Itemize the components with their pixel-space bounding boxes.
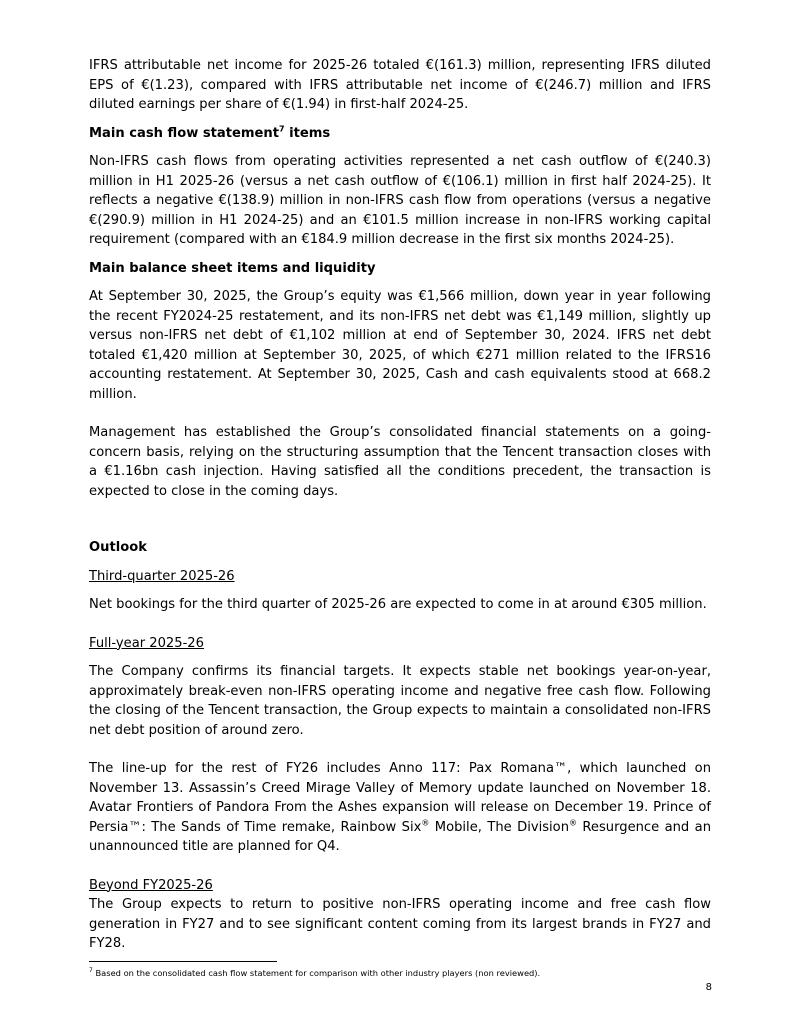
footnote-ref-7: 7 [279,124,285,134]
document-body [89,56,711,954]
full-year-subheading: Full-year 2025-26 [89,635,204,651]
cash-flow-paragraph: Non-IFRS cash flows from operating activities represented a net cash outflow of €(240.3) million in H1 2025-26 (versus a net cash outflow of €(106.1) million in first half 2024-25). It reflects a negative €(138.9) million in non-IFRS cash flow from operations (versus a negative €(290.9) million in H1 2024-25) and an €101.5 million increase in non-IFRS working capital requirement (compared with an €184.9 million decrease in the first six months 2024-25). [89,154,711,247]
third-quarter-subheading: Third-quarter 2025-26 [89,568,235,584]
ifrs-income-paragraph: IFRS attributable net income for 2025-26 totaled €(161.3) million, representing IFRS diluted EPS of €(1.23), compared with IFRS attributable net income of €(246.7) million and IFRS diluted earnings per share of €(1.94) in first-half 2024-25. [89,58,711,112]
outlook-heading: Outlook [89,540,147,555]
footnote-text: Based on the consolidated cash flow statement for comparison with other industry players (non reviewed). [92,968,541,978]
beyond-paragraph: The Group expects to return to positive non-IFRS operating income and free cash flow generation in FY27 and to see significant content coming from its largest brands in FY27 and FY28. [89,897,711,951]
going-concern-paragraph: Management has established the Group’s consolidated financial statements on a going-concern basis, relying on the structuring assumption that the Tencent transaction closes with a €1.16bn cash injection. Having satisfied all the conditions precedent, the transaction is expected to close in the coming days. [89,425,711,499]
lineup-text-b: Mobile, The Division [429,819,569,835]
page-number: 8 [705,982,712,993]
cash-flow-heading-text: Main cash flow statement [89,125,279,141]
lineup-text-c: Resurgence and an unannounced title are planned for Q4. [89,819,711,854]
third-quarter-paragraph: Net bookings for the third quarter of 2025-26 are expected to come in at around €305 million. [89,597,707,612]
registered-mark: ® [569,818,577,828]
lineup-text-a: The line-up for the rest of FY26 includes Anno 117: Pax Romana™, which launched on November 13. Assassin’s Creed Mirage Valley of Memory update launched on November 18. Avatar Frontiers of Pandora From the Ashes expansion will release on December 19. Prince of Persia™: The Sands of Time remake, Rainbow Six [89,761,711,835]
cash-flow-heading [89,124,711,144]
beyond-subheading: Beyond FY2025-26 [89,877,213,893]
full-year-paragraph: The Company confirms its financial targets. It expects stable net bookings year-on-year, approximately break-even non-IFRS operating income and negative free cash flow. Following the closing of the Tencent transaction, the Group expects to maintain a consolidated non-IFRS net debt position of around zero. [89,664,711,738]
balance-sheet-paragraph: At September 30, 2025, the Group’s equity was €1,566 million, down year in year following the recent FY2024-25 restatement, and its non-IFRS net debt was €1,149 million, slightly up versus non-IFRS net debt of €1,102 million at end of September 30, 2024. IFRS net debt totaled €1,420 million at September 30, 2025, of which €271 million related to the IFRS16 accounting restatement. At September 30, 2025, Cash and cash equivalents stood at 668.2 million. [89,289,711,402]
registered-mark: ® [421,818,430,828]
balance-sheet-heading: Main balance sheet items and liquidity [89,260,376,276]
footnote-separator [89,961,277,962]
footnote [89,968,711,979]
lineup-paragraph [89,759,711,857]
cash-flow-heading-tail: items [284,125,331,141]
footnote-marker: 7 [89,967,93,975]
